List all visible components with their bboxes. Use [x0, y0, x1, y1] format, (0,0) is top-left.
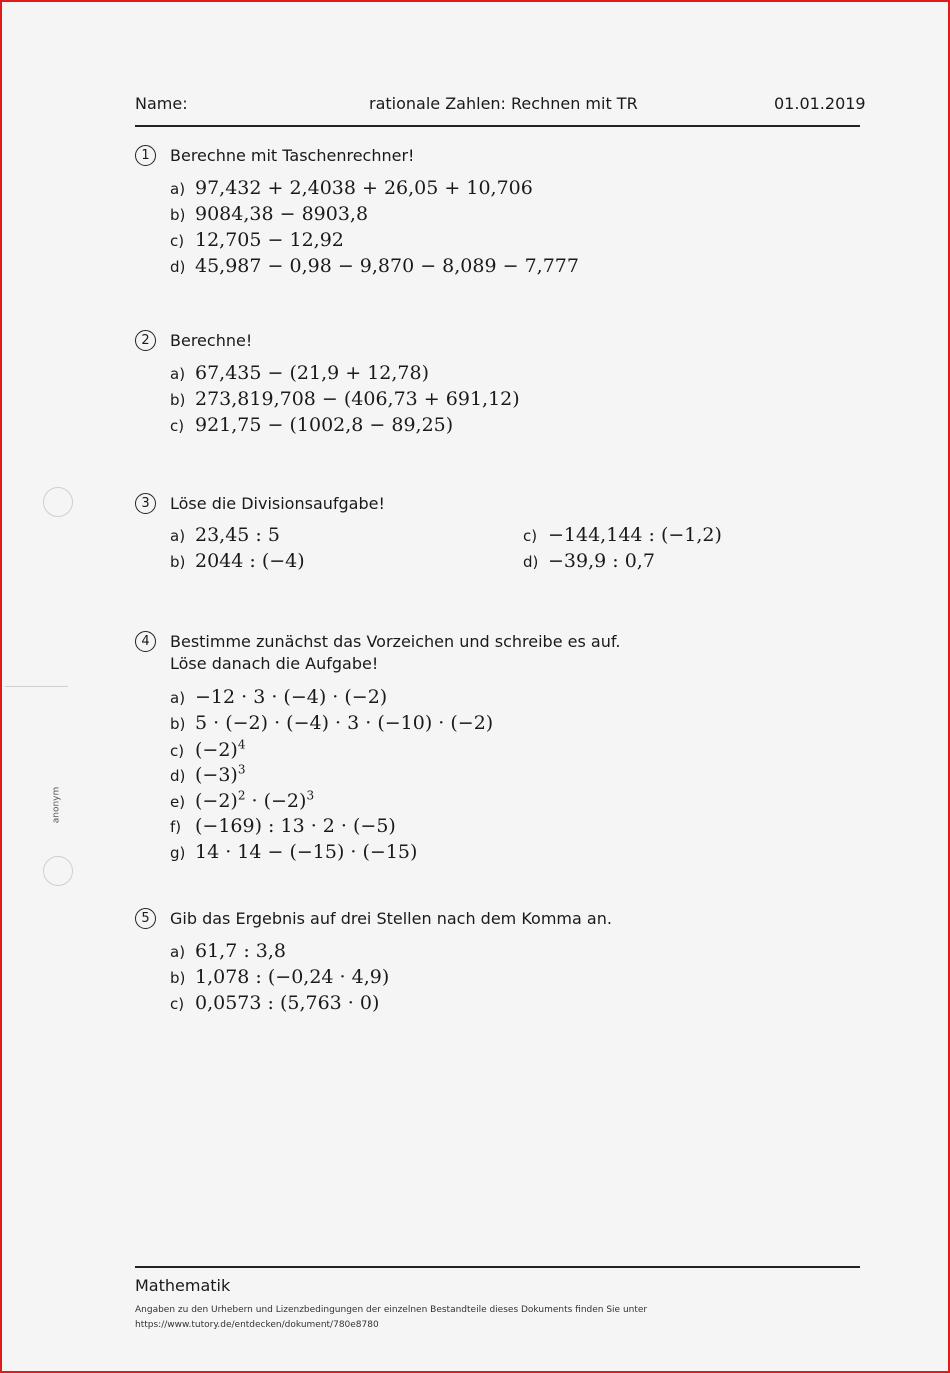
task-item — [170, 712, 493, 738]
item-label: g) — [170, 844, 186, 862]
item-label: e) — [170, 793, 186, 812]
task-item — [170, 524, 280, 550]
item-label: b) — [170, 206, 186, 224]
item-label: d) — [170, 258, 186, 276]
task-item — [170, 362, 429, 388]
item-expression — [195, 790, 314, 812]
task-instruction: Löse die Divisionsaufgabe! — [170, 494, 385, 513]
task-item — [523, 550, 655, 576]
task-item — [170, 414, 453, 440]
task-item — [170, 229, 344, 255]
task-instruction: Löse danach die Aufgabe! — [170, 654, 379, 673]
item-label: c) — [170, 232, 185, 250]
power-exponent: 4 — [237, 738, 246, 752]
task-number: 2 — [135, 330, 156, 351]
item-expression: 1,078 : (−0,24 · 4,9) — [195, 966, 390, 988]
item-label: a) — [170, 689, 186, 707]
item-expression: 61,7 : 3,8 — [195, 940, 287, 962]
item-expression — [195, 764, 245, 786]
item-expression: 2044 : (−4) — [195, 550, 305, 572]
worksheet-title: rationale Zahlen: Rechnen mit TR — [369, 94, 638, 113]
task-number: 4 — [135, 631, 156, 652]
power-exponent: 2 — [237, 789, 246, 803]
task-item — [170, 763, 245, 789]
item-expression: 273,819,708 − (406,73 + 691,12) — [195, 388, 520, 410]
footer-credits: Angaben zu den Urhebern und Lizenzbedingungen der einzelnen Bestandteile dieses Dokuments finden Sie unter — [135, 1305, 648, 1315]
task-item — [170, 841, 417, 867]
item-expression: −144,144 : (−1,2) — [548, 524, 722, 546]
task-item — [523, 524, 722, 550]
task-item — [170, 550, 305, 576]
fold-mark — [5, 686, 68, 687]
worksheet-date: 01.01.2019 — [774, 94, 866, 113]
item-expression: 0,0573 : (5,763 · 0) — [195, 992, 380, 1014]
item-label: b) — [170, 391, 186, 409]
footer-link[interactable]: https://www.tutory.de/entdecken/dokument/780e8780 — [135, 1320, 379, 1330]
item-label: c) — [170, 742, 185, 761]
item-expression: 5 · (−2) · (−4) · 3 · (−10) · (−2) — [195, 712, 494, 734]
power-exponent: 3 — [306, 789, 315, 803]
item-expression: −39,9 : 0,7 — [548, 550, 655, 572]
item-expression: 23,45 : 5 — [195, 524, 280, 546]
item-expression: 45,987 − 0,98 − 9,870 − 8,089 − 7,777 — [195, 255, 579, 277]
footer-rule — [135, 1266, 860, 1268]
task-item — [170, 738, 245, 764]
item-expression: (−169) : 13 · 2 · (−5) — [195, 815, 396, 837]
item-expression: 67,435 − (21,9 + 12,78) — [195, 362, 430, 384]
task-item — [170, 789, 314, 815]
task-item — [170, 255, 579, 281]
task-instruction: Berechne! — [170, 331, 253, 350]
item-label: a) — [170, 180, 186, 198]
power-base: · (−2) — [245, 790, 307, 813]
task-number: 1 — [135, 145, 156, 166]
task-number: 5 — [135, 908, 156, 929]
item-label: c) — [170, 995, 185, 1013]
anon-label: anonym — [51, 786, 62, 824]
item-label: b) — [170, 553, 186, 571]
power-exponent: 3 — [237, 763, 246, 777]
item-expression: 921,75 − (1002,8 − 89,25) — [195, 414, 454, 436]
task-item — [170, 966, 389, 992]
power-base: (−3) — [195, 764, 238, 787]
task-number: 3 — [135, 493, 156, 514]
item-label: d) — [170, 767, 186, 786]
task-item — [170, 940, 286, 966]
item-label: a) — [170, 365, 186, 383]
name-label: Name: — [135, 94, 188, 113]
task-item — [170, 388, 520, 414]
punch-hole-top — [43, 487, 73, 517]
item-label: b) — [170, 969, 186, 987]
item-expression: 9084,38 − 8903,8 — [195, 203, 369, 225]
item-expression: −12 · 3 · (−4) · (−2) — [195, 686, 388, 708]
item-label: b) — [170, 715, 186, 733]
item-label: c) — [523, 527, 538, 545]
item-expression — [195, 739, 245, 761]
item-expression: 14 · 14 − (−15) · (−15) — [195, 841, 418, 863]
task-item — [170, 203, 368, 229]
task-item — [170, 177, 533, 203]
item-label: f) — [170, 818, 182, 836]
task-item — [170, 815, 396, 841]
item-label: c) — [170, 417, 185, 435]
item-expression: 97,432 + 2,4038 + 26,05 + 10,706 — [195, 177, 533, 199]
item-label: a) — [170, 527, 186, 545]
task-instruction: Gib das Ergebnis auf drei Stellen nach dem Komma an. — [170, 909, 612, 928]
task-instruction: Berechne mit Taschenrechner! — [170, 146, 415, 165]
footer-subject: Mathematik — [135, 1276, 231, 1295]
header-rule — [135, 125, 860, 127]
punch-hole-bottom — [43, 856, 73, 886]
power-base: (−2) — [195, 790, 238, 813]
task-instruction: Bestimme zunächst das Vorzeichen und schreibe es auf. — [170, 632, 621, 651]
task-item — [170, 686, 387, 712]
item-label: a) — [170, 943, 186, 961]
item-label: d) — [523, 553, 539, 571]
power-base: (−2) — [195, 739, 238, 762]
task-item — [170, 992, 379, 1018]
item-expression: 12,705 − 12,92 — [195, 229, 344, 251]
